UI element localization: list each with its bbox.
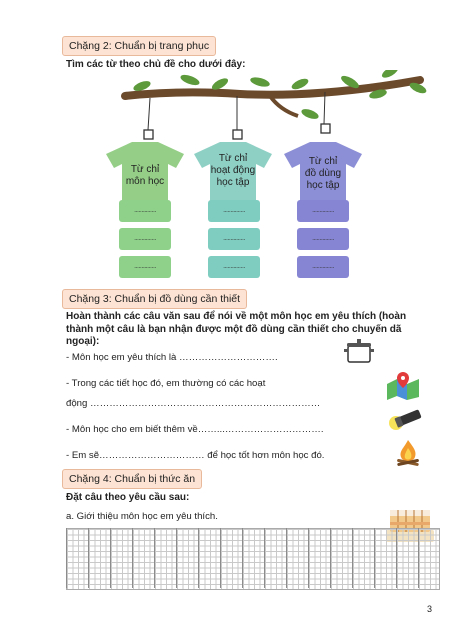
shirt-label: môn học — [125, 176, 165, 187]
shirt-activities — [192, 140, 274, 206]
sentence-3: - Môn học cho em biết thêm về……...…………………………. — [66, 424, 324, 435]
tree-branch — [120, 70, 430, 140]
hanger-icon — [319, 122, 333, 141]
section2-title: Chặng 2: Chuẩn bị trang phục — [62, 36, 216, 56]
answer-box[interactable]: ............... — [119, 200, 171, 222]
shirt-subjects — [104, 140, 186, 206]
section3-title: Chặng 3: Chuẩn bị đồ dùng cần thiết — [62, 289, 247, 309]
item-a: a. Giới thiệu môn học em yêu thích. — [66, 511, 218, 522]
answer-box[interactable]: ............... — [297, 200, 349, 222]
pot-icon — [344, 337, 374, 370]
sentence-2b: động ……………………………………………………………… — [66, 398, 321, 409]
shirt-label: học tập — [306, 180, 340, 191]
answer-box[interactable]: ............... — [119, 228, 171, 250]
answer-box[interactable]: ............... — [297, 228, 349, 250]
answer-box[interactable]: ............... — [208, 200, 260, 222]
page-number: 3 — [427, 604, 433, 614]
shirt-label: học tập — [216, 177, 250, 188]
section2-instruction: Tìm các từ theo chủ đề cho dưới đây: — [66, 59, 246, 70]
flashlight-icon — [388, 408, 424, 437]
section4-title: Chặng 4: Chuẩn bị thức ăn — [62, 469, 202, 489]
sentence-4: - Em sẽ…………………………… để học tốt hơn môn học đó. — [66, 450, 325, 461]
writing-grid-major-lines — [66, 528, 438, 588]
answer-box[interactable]: ............... — [208, 228, 260, 250]
sentence-1: - Môn học em yêu thích là …………………………. — [66, 352, 278, 363]
shirt-label: Từ chỉ — [130, 164, 160, 175]
campfire-icon — [393, 438, 423, 473]
shirt-label: Từ chỉ — [308, 156, 338, 167]
map-pin-icon — [385, 370, 421, 405]
section3-instruction: Hoàn thành các câu văn sau để nói về một môn học em yêu thích (hoàn thành một câu là bạn nhận được một đồ dùng cần thiết cho chuyến dã ngoại): — [66, 311, 407, 347]
answer-box[interactable]: ............... — [297, 256, 349, 278]
shirt-supplies — [282, 140, 364, 206]
sentence-2a: - Trong các tiết học đó, em thường có các hoạt — [66, 378, 266, 389]
answer-box[interactable]: ............... — [208, 256, 260, 278]
shirt-label: hoạt động — [210, 165, 256, 176]
answer-box[interactable]: ............... — [119, 256, 171, 278]
shirt-label: đồ dùng — [304, 168, 342, 179]
section4-instruction: Đặt câu theo yêu cầu sau: — [66, 492, 190, 503]
shirt-label: Từ chỉ — [218, 153, 248, 164]
